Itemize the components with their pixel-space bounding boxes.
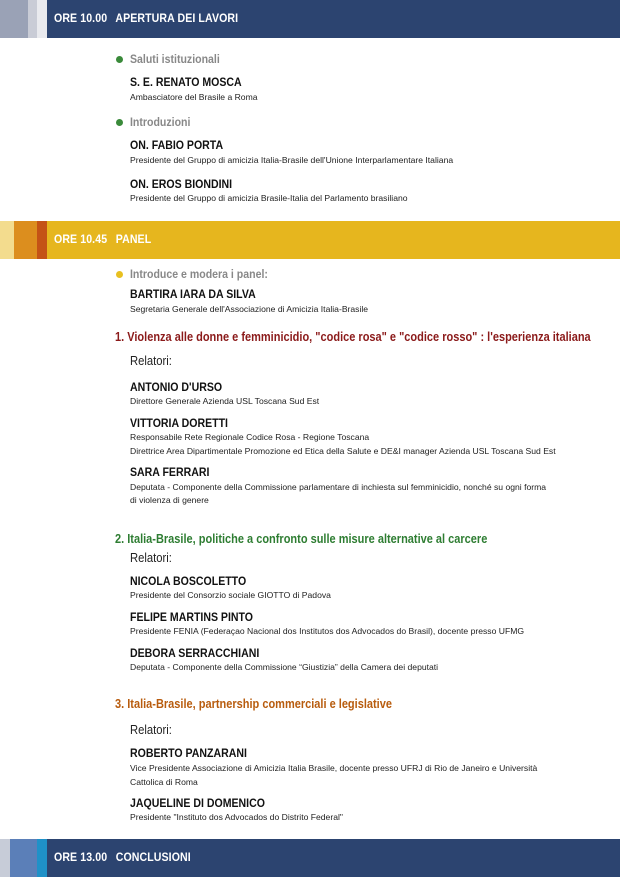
speakers-label: Relatori: <box>130 723 172 737</box>
section-heading <box>54 839 191 877</box>
section-time: ORE 10.45 <box>54 234 108 246</box>
speaker-name: ANTONIO D'URSO <box>130 380 223 394</box>
accent-strip <box>0 0 28 38</box>
accent-strip <box>37 221 47 259</box>
section-bar-panel <box>0 221 620 259</box>
speaker-name: ROBERTO PANZARANI <box>130 746 247 760</box>
accent-strip <box>10 839 37 877</box>
speaker-name: ON. EROS BIONDINI <box>130 177 233 191</box>
topic-1-title: 1. Violenza alle donne e femminicidio, "codice rosa" e "codice rosso" : l'esperienza italiana <box>115 330 591 344</box>
moderator-heading: Introduce e modera i panel: <box>130 267 268 281</box>
speaker-name: VITTORIA DORETTI <box>130 416 228 430</box>
accent-strip <box>37 839 47 877</box>
speaker-name: JAQUELINE DI DOMENICO <box>130 796 265 810</box>
speaker-name: FELIPE MARTINS PINTO <box>130 610 254 624</box>
section-heading <box>54 0 238 38</box>
speaker-role: Vice Presidente Associazione di Amicizia Italia Brasile, docente presso UFRJ di Rio de Janeiro e Università <box>130 763 538 773</box>
accent-strip <box>37 0 47 38</box>
speaker-name: NICOLA BOSCOLETTO <box>130 574 247 588</box>
speaker-role: Cattolica di Roma <box>130 777 198 787</box>
speaker-role: Presidente "Instituto dos Advocados do Distrito Federal" <box>130 812 343 822</box>
speaker-role: Presidente FENIA (Federaçao Nacional dos Institutos dos Advocados do Brasil), docente presso UFMG <box>130 626 525 636</box>
speaker-role: Segretaria Generale dell'Associazione di Amicizia Italia-Brasile <box>130 304 369 314</box>
speakers-label: Relatori: <box>130 354 172 368</box>
bullet-icon <box>116 271 123 278</box>
speaker-role: di violenza di genere <box>130 495 209 505</box>
speaker-role: Responsabile Rete Regionale Codice Rosa - Regione Toscana <box>130 432 370 442</box>
speakers-label: Relatori: <box>130 551 172 565</box>
speaker-name: SARA FERRARI <box>130 465 210 479</box>
speaker-role: Ambasciatore del Brasile a Roma <box>130 92 258 102</box>
speaker-role: Presidente del Gruppo di amicizia Italia-Brasile dell'Unione Interparlamentare Italiana <box>130 155 454 165</box>
speaker-role: Direttrice Area Dipartimentale Promozione ed Etica della Salute e DE&I manager Azienda USL Toscana Sud Est <box>130 446 556 456</box>
speaker-role: Deputata - Componente della Commissione parlamentare di inchiesta sul femminicidio, nonché su ogni forma <box>130 482 547 492</box>
topic-2-title: 2. Italia-Brasile, politiche a confronto sulle misure alternative al carcere <box>115 532 488 546</box>
speaker-name: BARTIRA IARA DA SILVA <box>130 287 256 301</box>
section-title: CONCLUSIONI <box>115 852 191 864</box>
accent-strip <box>14 221 37 259</box>
accent-strip <box>0 221 14 259</box>
section-title: APERTURA DEI LAVORI <box>115 13 239 25</box>
speaker-name: DEBORA SERRACCHIANI <box>130 646 260 660</box>
section-time: ORE 13.00 <box>54 852 108 864</box>
accent-strip <box>28 0 37 38</box>
section-bar-closing <box>0 839 620 877</box>
section-time: ORE 10.00 <box>54 13 108 25</box>
topic-3-title: 3. Italia-Brasile, partnership commerciali e legislative <box>115 697 392 711</box>
speaker-role: Presidente del Gruppo di amicizia Brasile-Italia del Parlamento brasiliano <box>130 193 408 203</box>
bullet-icon <box>116 119 123 126</box>
section-title: PANEL <box>115 234 152 246</box>
introductions-heading: Introduzioni <box>130 115 191 129</box>
speaker-role: Direttore Generale Azienda USL Toscana Sud Est <box>130 396 320 406</box>
greetings-heading: Saluti istituzionali <box>130 52 220 66</box>
section-bar-opening <box>0 0 620 38</box>
speaker-role: Presidente del Consorzio sociale GIOTTO di Padova <box>130 590 331 600</box>
bullet-icon <box>116 56 123 63</box>
speaker-role: Deputata - Componente della Commissione “Giustizia” della Camera dei deputati <box>130 662 439 672</box>
speaker-name: ON. FABIO PORTA <box>130 138 224 152</box>
section-heading <box>54 221 151 259</box>
accent-strip <box>0 839 10 877</box>
speaker-name: S. E. RENATO MOSCA <box>130 75 242 89</box>
